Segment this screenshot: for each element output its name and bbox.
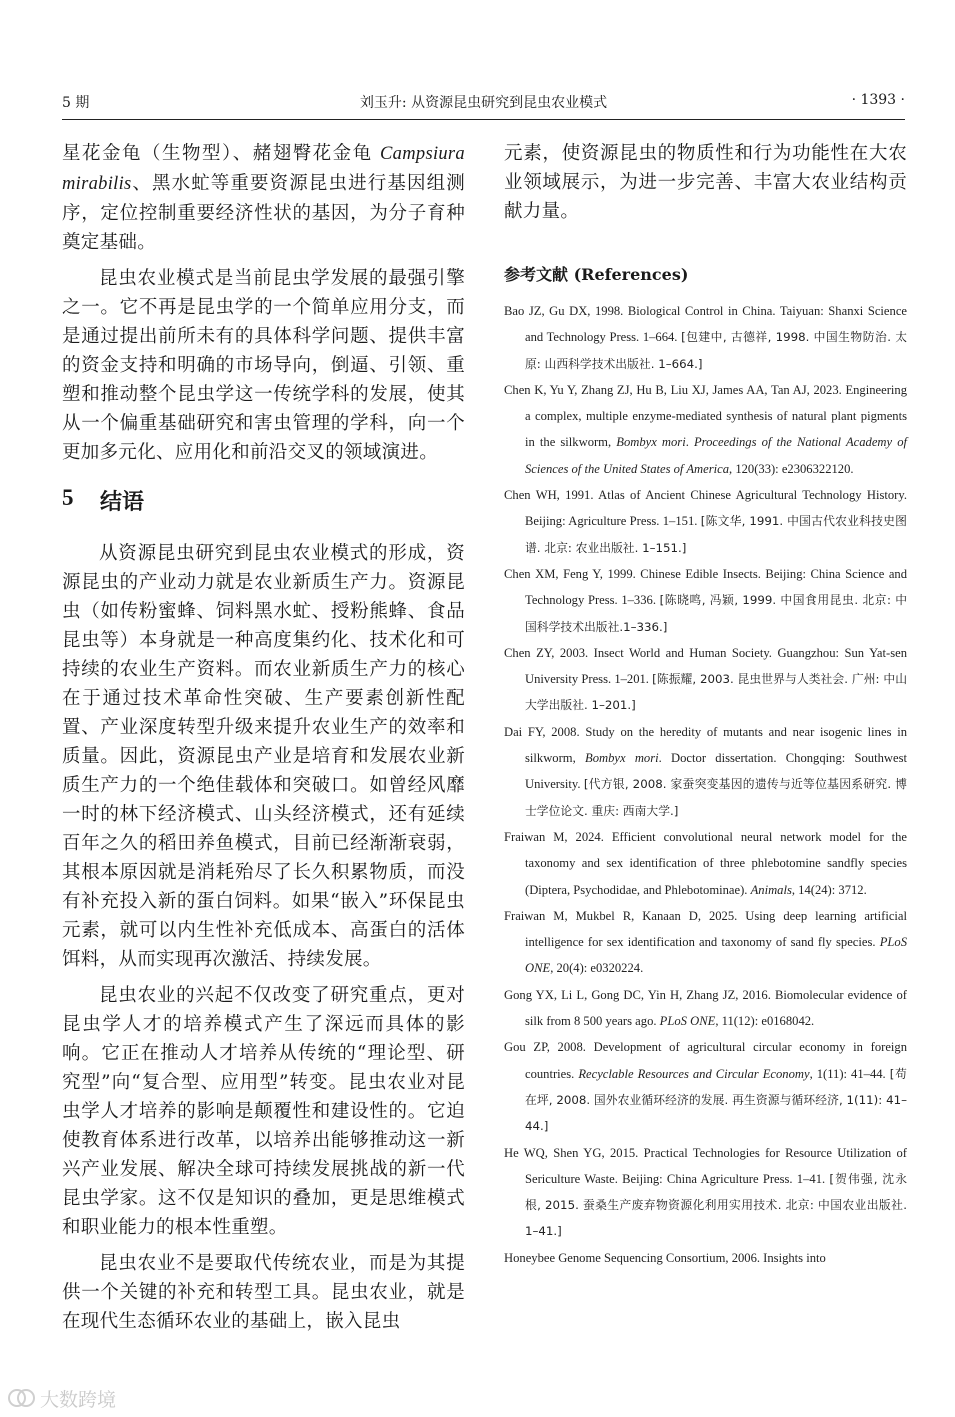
- paragraph-engine: 昆虫农业模式是当前昆虫学发展的最强引擎之一。它不再是昆虫学的一个简单应用分支，而是通过提出前所未有的具体科学问题、提供丰富的资金支持和明确的市场导向，倒逼、引领、重塑和推动整个昆虫学这一传统学科的发展，使其从一个偏重基础研究和害虫管理的学科，向一个更加多元化、应用化和前沿交叉的领域演进。: [62, 268, 465, 463]
- section-number: 5: [62, 485, 74, 510]
- right-column: [504, 139, 907, 1271]
- watermark-logo-icon: [6, 1386, 36, 1410]
- reference-item: Dai FY, 2008. Study on the heredity of mutants and near isogenic lines in silkworm, Bombyx mori. Doctor dissertation. Chongqing: Southwest University. [代方银, 2008. 家蚕突变基因的遗传与近等位基因系研究. 博士学位论文. 重庆: 西南大学.]: [504, 724, 907, 818]
- paragraph-genome: [62, 139, 465, 257]
- reference-item: Chen XM, Feng Y, 1999. Chinese Edible Insects. Beijing: China Science and Technology Press. 1–336. [陈晓鸣, 冯颖, 1999. 中国食用昆虫. 北京: 中国科学技术出版社.1–336.]: [504, 566, 907, 634]
- watermark: [6, 1383, 116, 1413]
- paragraph-conclusion-2: 昆虫农业的兴起不仅改变了研究重点，更对昆虫学人才的培养模式产生了深远而具体的影响。它正在推动人才培养从传统的“理论型、研究型”向“复合型、应用型”转变。昆虫农业对昆虫学人才培养的影响是颠覆性和建设性的。它迫使教育体系进行改革，以培养出能够推动这一新兴产业发展、解决全球可持续发展挑战的新一代昆虫学家。这不仅是知识的叠加，更是思维模式和职业能力的根本性重塑。: [62, 985, 465, 1238]
- paragraph-conclusion-1: 从资源昆虫研究到昆虫农业模式的形成，资源昆虫的产业动力就是农业新质生产力。资源昆虫（如传粉蜜蜂、饲料黑水虻、授粉熊蜂、食品昆虫等）本身就是一种高度集约化、技术化和可持续的农业生产资料。而农业新质生产力的核心在于通过技术革命性突破、生产要素创新性配置、产业深度转型升级来提升农业生产的效率和质量。因此，资源昆虫产业是培育和发展农业新质生产力的一个绝佳载体和突破口。如曾经风靡一时的林下经济模式、山头经济模式，还有延续百年之久的稻田养鱼模式，目前已经渐渐衰弱，其根本原因就是消耗殆尽了长久积累物质，而没有补充投入新的蛋白饲料。如果“嵌入”环保昆虫元素，就可以内生性补充低成本、高蛋白的活体饵料，从而实现再次激活、持续发展。: [62, 543, 465, 970]
- reference-item: Chen WH, 1991. Atlas of Ancient Chinese Agricultural Technology History. Beijing: Agriculture Press. 1–151. [陈文华, 1991. 中国古代农业科技史图谱. 北京: 农业出版社. 1–151.]: [504, 488, 907, 555]
- header-rule: [62, 119, 905, 120]
- section-title: 结语: [100, 489, 145, 515]
- reference-list: [504, 298, 907, 1271]
- reference-item: Gong YX, Li L, Gong DC, Yin H, Zhang JZ, 2016. Biomolecular evidence of silk from 8 500 years ago. PLoS ONE, 11(12): e0168042.: [504, 987, 907, 1029]
- section-heading: [62, 485, 465, 517]
- species-name: Campsiura mirabilis: [62, 144, 465, 194]
- paragraph-continuation: 元素，使资源昆虫的物质性和行为功能性在大农业领域展示，为进一步完善、丰富大农业结构贡献力量。: [504, 143, 907, 222]
- running-header: [62, 92, 905, 116]
- text-run: 星花金龟（生物型）、赭翅臀花金龟: [62, 143, 381, 164]
- reference-item: Honeybee Genome Sequencing Consortium, 2006. Insights into: [504, 1250, 826, 1265]
- running-title: 刘玉升: 从资源昆虫研究到昆虫农业模式: [359, 95, 608, 111]
- left-column: [62, 139, 465, 1336]
- page-number: · 1393 ·: [851, 92, 905, 108]
- reference-item: Bao JZ, Gu DX, 1998. Biological Control in China. Taiyuan: Shanxi Science and Technology Press. 1–664. [包建中, 古德祥, 1998. 中国生物防治. 太原: 山西科学技术出版社. 1–664.]: [504, 304, 907, 371]
- reference-item: Chen ZY, 2003. Insect World and Human Society. Guangzhou: Sun Yat-sen University Press. 1–201. [陈振耀, 2003. 昆虫世界与人类社会. 广州: 中山大学出版社. 1–201.]: [504, 645, 907, 713]
- paragraph-conclusion-3: 昆虫农业不是要取代传统农业，而是为其提供一个关键的补充和转型工具。昆虫农业，就是在现代生态循环农业的基础上，嵌入昆虫: [62, 1253, 465, 1332]
- issue-number: 5 期: [62, 95, 90, 111]
- reference-item: He WQ, Shen YG, 2015. Practical Technologies for Resource Utilization of Sericulture Waste. Beijing: China Agriculture Press. 1–41. [贺伟强, 沈永根, 2015. 蚕桑生产废弃物资源化利用实用技术. 北京: 中国农业出版社. 1–41.]: [504, 1145, 907, 1239]
- reference-item: Gou ZP, 2008. Development of agricultural circular economy in foreign countries. Recyclable Resources and Circular Economy, 1(11): 41–44. [苟在坪, 2008. 国外农业循环经济的发展. 再生资源与循环经济, 1(11): 41–44.]: [504, 1040, 907, 1134]
- reference-item: Fraiwan M, Mukbel R, Kanaan D, 2025. Using deep learning artificial intelligence for sex identification and taxonomy of sand fly species. PLoS ONE, 20(4): e0320224.: [504, 908, 907, 976]
- text-run: 、黑水虻等重要资源昆虫进行基因组测序，定位控制重要经济性状的基因，为分子育种奠定基础。: [62, 173, 465, 253]
- reference-item: Chen K, Yu Y, Zhang ZJ, Hu B, Liu XJ, James AA, Tan AJ, 2023. Engineering a complex, multiple enzyme-mediated synthesis of natural plant pigments in the silkworm, Bombyx mori. Proceedings of the National Academy of Sciences of the United States of America, 120(33): e2306322120.: [504, 382, 907, 476]
- reference-item: Fraiwan M, 2024. Efficient convolutional neural network model for the taxonomy and sex identification of three phlebotomine sandfly species (Diptera, Psychodidae, and Phlebotominae). Animals, 14(24): 3712.: [504, 829, 907, 897]
- references-heading: 参考文献 (References): [504, 265, 689, 284]
- watermark-text: 大数跨境: [40, 1388, 117, 1411]
